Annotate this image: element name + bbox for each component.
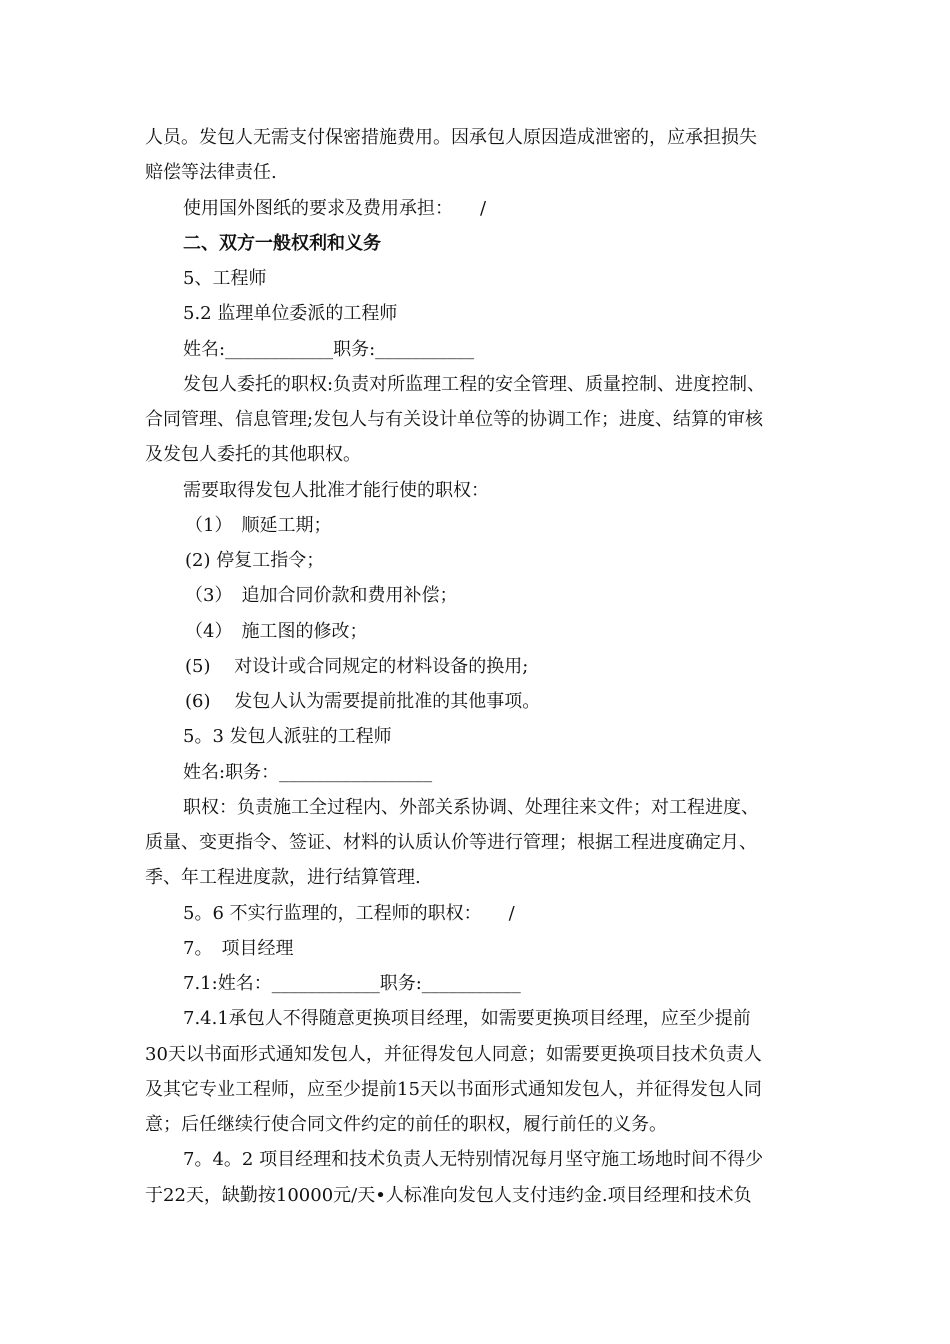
paragraph-line: 季、年工程进度款，进行结算管理.: [145, 867, 421, 888]
list-item: （4） 施工图的修改；: [185, 621, 368, 642]
list-item: (6) 发包人认为需要提前批准的其他事项。: [185, 691, 541, 712]
paragraph-line: 30天以书面形式通知发包人，并征得发包人同意；如需要更换项目技术负责人: [145, 1044, 762, 1065]
paragraph-line: 需要取得发包人批准才能行使的职权：: [183, 480, 489, 501]
subsection-heading: 5。3 发包人派驻的工程师: [183, 726, 392, 747]
paragraph-line: 质量、变更指令、签证、材料的认质认价等进行管理；根据工程进度确定月、: [145, 832, 757, 853]
paragraph-line: 使用国外图纸的要求及费用承担： /: [183, 198, 487, 219]
paragraph-line: 意；后任继续行使合同文件约定的前任的职权，履行前任的义务。: [145, 1114, 667, 1135]
paragraph-line: 职权：负责施工全过程内、外部关系协调、处理往来文件；对工程进度、: [183, 797, 759, 818]
paragraph-line: 及其它专业工程师，应至少提前15天以书面形式通知发包人，并征得发包人同: [145, 1079, 762, 1100]
paragraph-line: 赔偿等法律责任.: [145, 162, 277, 183]
paragraph-line: 7.4.1承包人不得随意更换项目经理，如需要更换项目经理，应至少提前: [183, 1008, 751, 1029]
subsection-heading: 5、工程师: [183, 268, 267, 289]
paragraph-line: 发包人委托的职权:负责对所监理工程的安全管理、质量控制、进度控制、: [183, 374, 766, 395]
list-item: (2) 停复工指令；: [185, 550, 325, 571]
subsection-heading: 7。 项目经理: [183, 938, 294, 959]
form-field-line: 姓名:____________职务:___________: [183, 339, 475, 360]
paragraph-line: 7。4。2 项目经理和技术负责人无特别情况每月坚守施工场地时间不得少: [183, 1149, 764, 1170]
paragraph-line: 合同管理、信息管理;发包人与有关设计单位等的协调工作；进度、结算的审核: [145, 409, 764, 430]
subsection-heading: 5。6 不实行监理的，工程师的职权： /: [183, 903, 515, 924]
form-field-line: 7.1:姓名：____________职务:___________: [183, 973, 521, 994]
paragraph-line: 人员。发包人无需支付保密措施费用。因承包人原因造成泄密的，应承担损失: [145, 127, 757, 148]
list-item: （1） 顺延工期；: [185, 515, 332, 536]
section-heading: 二、双方一般权利和义务: [183, 233, 381, 254]
paragraph-line: 及发包人委托的其他职权。: [145, 444, 361, 465]
paragraph-line: 于22天，缺勤按10000元/天•人标准向发包人支付违约金.项目经理和技术负: [145, 1185, 752, 1206]
list-item: (5) 对设计或合同规定的材料设备的换用;: [185, 656, 529, 677]
list-item: （3） 追加合同价款和费用补偿；: [185, 585, 458, 606]
subsection-heading: 5.2 监理单位委派的工程师: [183, 303, 398, 324]
form-field-line: 姓名:职务：_________________: [183, 762, 433, 783]
